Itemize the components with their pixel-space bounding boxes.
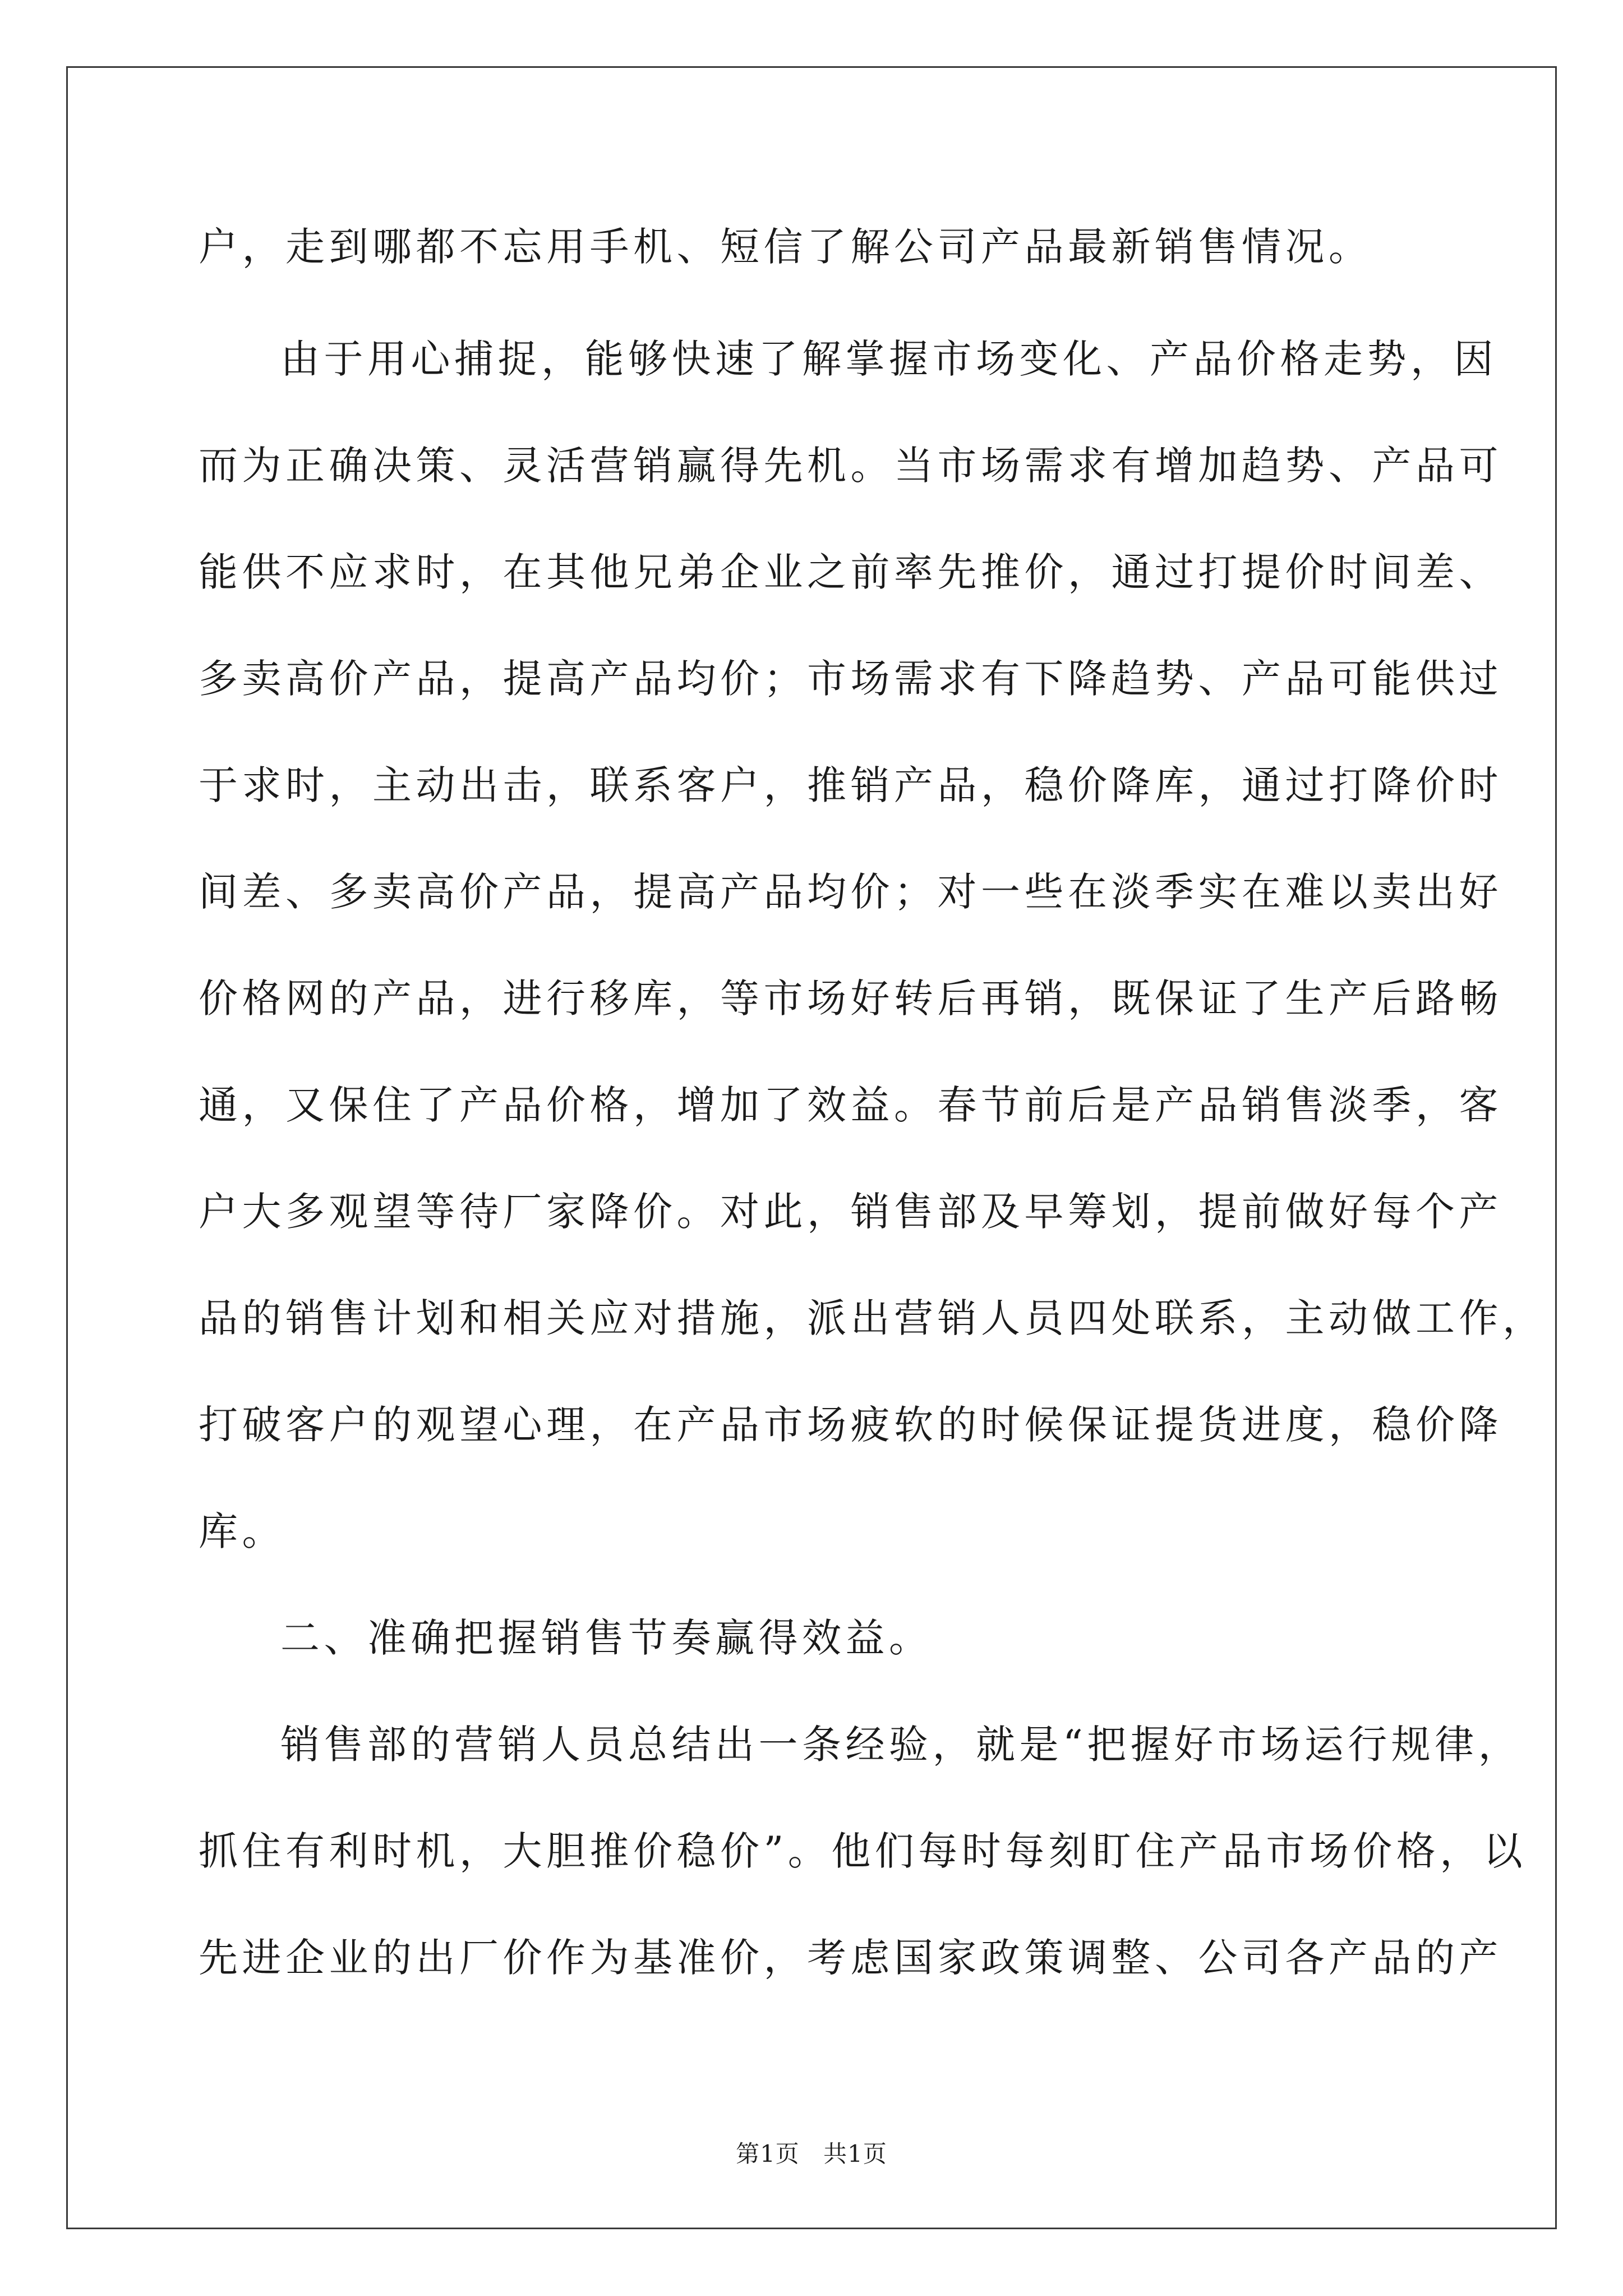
text-line: 间差、多卖高价产品，提高产品均价；对一些在淡季实在难以卖出好	[199, 869, 1502, 915]
text-line: 打破客户的观望心理，在产品市场疲软的时候保证提货进度，稳价降	[199, 1402, 1502, 1448]
text-line: 先进企业的出厂价作为基准价，考虑国家政策调整、公司各产品的产	[199, 1935, 1502, 1981]
text-line: 抓住有利时机，大胆推价稳价”。他们每时每刻盯住产品市场价格，以	[199, 1828, 1527, 1874]
page-number-current: 第1页	[736, 2140, 800, 2168]
text-line: 由于用心捕捉，能够快速了解掌握市场变化、产品价格走势，因	[280, 336, 1497, 382]
text-line: 价格网的产品，进行移库，等市场好转后再销，既保证了生产后路畅	[199, 976, 1502, 1022]
page-footer	[0, 2137, 1623, 2171]
text-line: 户大多观望等待厂家降价。对此，销售部及早筹划，提前做好每个产	[199, 1189, 1502, 1235]
text-line: 而为正确决策、灵活营销赢得先机。当市场需求有增加趋势、产品可	[199, 443, 1502, 489]
text-line: 能供不应求时，在其他兄弟企业之前率先推价，通过打提价时间差、	[199, 549, 1502, 595]
text-line: 库。	[199, 1508, 285, 1554]
section-heading: 二、准确把握销售节奏赢得效益。	[280, 1615, 933, 1661]
page-number-total: 共1页	[823, 2140, 887, 2168]
text-line: 多卖高价产品，提高产品均价；市场需求有下降趋势、产品可能供过	[199, 656, 1502, 702]
text-line: 品的销售计划和相关应对措施，派出营销人员四处联系，主动做工作，	[199, 1295, 1546, 1341]
text-line: 户，走到哪都不忘用手机、短信了解公司产品最新销售情况。	[199, 224, 1372, 270]
text-line: 销售部的营销人员总结出一条经验，就是“把握好市场运行规律，	[280, 1722, 1522, 1768]
page-border	[66, 66, 1557, 2229]
text-line: 通，又保住了产品价格，增加了效益。春节前后是产品销售淡季，客	[199, 1082, 1502, 1128]
text-line: 于求时，主动出击，联系客户，推销产品，稳价降库，通过打降价时	[199, 762, 1502, 808]
